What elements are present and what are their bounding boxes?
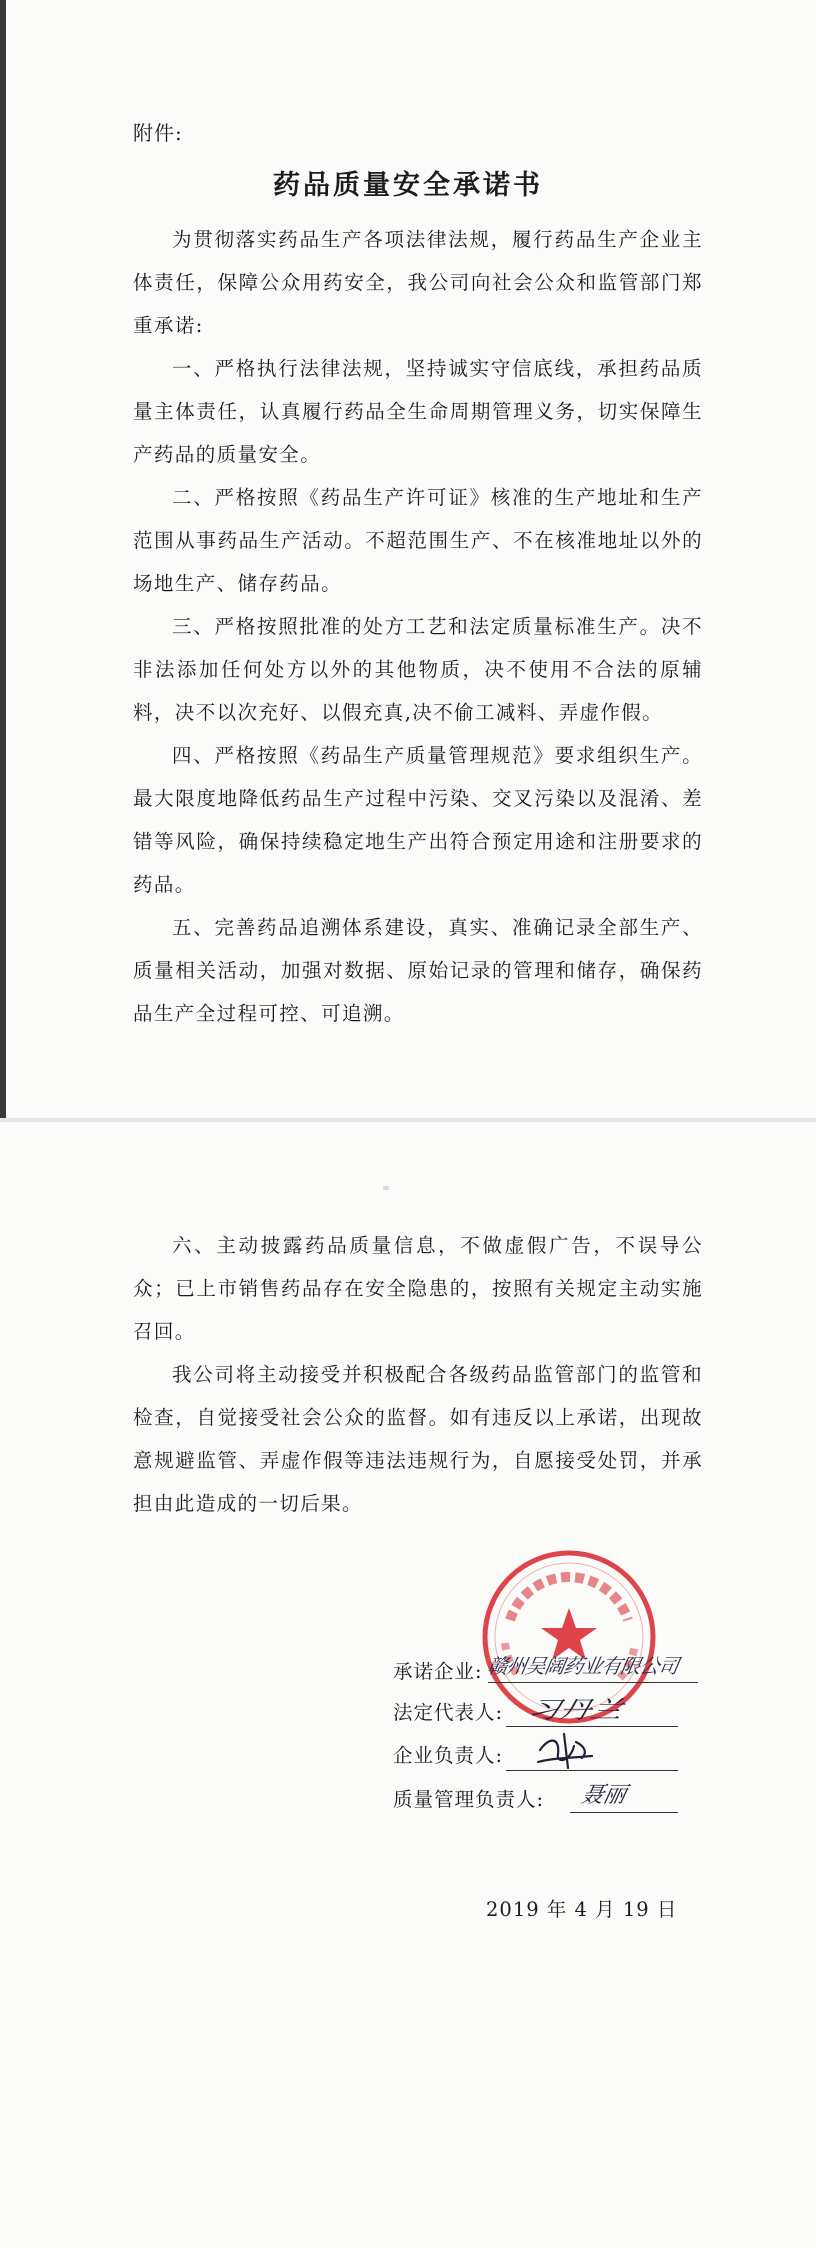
commitment-1: 一、严格执行法律法规，坚持诚实守信底线，承担药品质量主体责任，认真履行药品全生命周期管理义务，切实保障生产药品的质量安全。 [133,357,703,466]
attachment-label: 附件: [133,121,183,145]
enterprise-head-label: 企业负责人: [393,1744,504,1767]
company-label: 承诺企业: [393,1660,483,1683]
commitment-6: 六、主动披露药品质量信息，不做虚假广告，不误导公众；已上市销售药品存在安全隐患的，按照有关规定主动实施召回。 [133,1234,703,1343]
quality-head-handwritten: 聂丽 [578,1783,629,1808]
company-handwritten: 赣州吴阔药业有限公司 [485,1654,680,1678]
scan-dot [383,1186,389,1190]
document-date: 2019 年 4 月 19 日 [486,1898,678,1921]
enterprise-head-underline [506,1770,678,1771]
legal-rep-handwritten: 习丹兰 [525,1696,626,1724]
commitment-3: 三、严格按照批准的处方工艺和法定质量标准生产。决不非法添加任何处方以外的其他物质，决不使用不合法的原辅料，决不以次充好、以假充真,决不偷工减料、弄虚作假。 [133,615,703,724]
document-title: 药品质量安全承诺书 [273,170,543,201]
legal-rep-label: 法定代表人: [393,1701,504,1724]
intro-paragraph: 为贯彻落实药品生产各项法律法规，履行药品生产企业主体责任，保障公众用药安全，我公司向社会公众和监管部门郑重承诺: [133,228,703,337]
enterprise-head-signature [530,1728,600,1772]
quality-head-underline [570,1812,678,1813]
commitment-4: 四、严格按照《药品生产质量管理规范》要求组织生产。最大限度地降低药品生产过程中污染、交叉污染以及混淆、差错等风险，确保持续稳定地生产出符合预定用途和注册要求的药品。 [133,744,703,896]
commitment-5: 五、完善药品追溯体系建设，真实、准确记录全部生产、质量相关活动，加强对数据、原始记录的管理和储存，确保药品生产全过程可控、可追溯。 [133,916,703,1025]
company-underline [488,1682,698,1683]
closing-paragraph: 我公司将主动接受并积极配合各级药品监管部门的监管和检查，自觉接受社会公众的监督。如有违反以上承诺，出现故意规避监管、弄虚作假等违法违规行为，自愿接受处罚，并承担由此造成的一切后果。 [133,1363,703,1515]
quality-head-label: 质量管理负责人: [393,1788,545,1811]
commitment-2: 二、严格按照《药品生产许可证》核准的生产地址和生产范围从事药品生产活动。不超范围生产、不在核准地址以外的场地生产、储存药品。 [133,486,703,595]
legal-rep-underline [506,1726,678,1727]
